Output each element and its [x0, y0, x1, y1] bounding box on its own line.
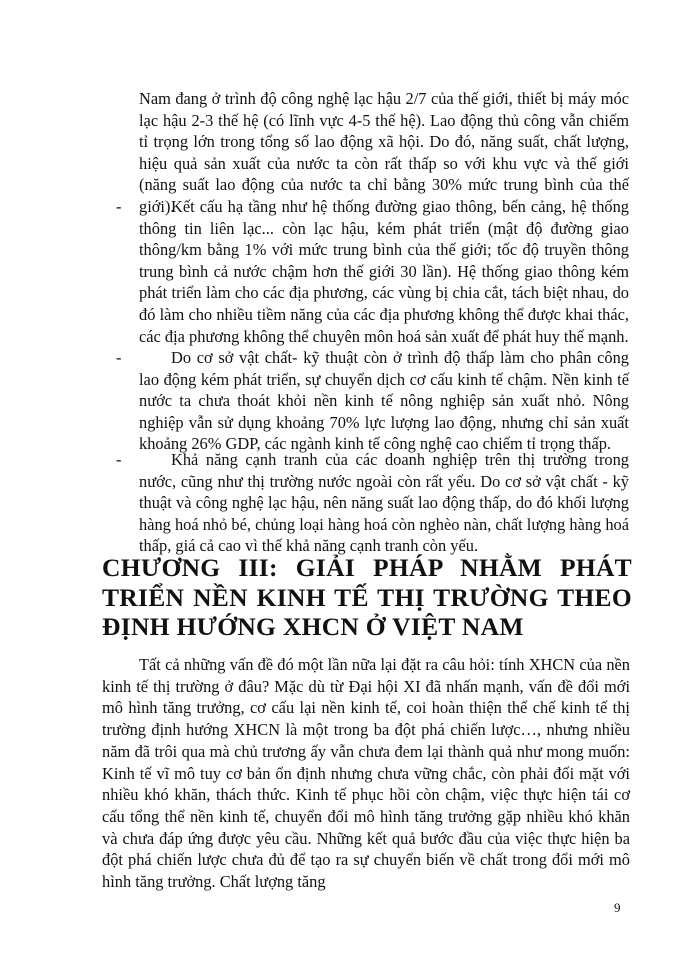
- bullet-item-infrastructure: [116, 196, 629, 347]
- bullet-text: Do cơ sở vật chất- kỹ thuật còn ở trình độ thấp làm cho phân công lao động kém phát triển, sự chuyển dịch cơ cấu kinh tế chậm. Nền kinh tế nước ta chưa thoát khỏi nền kinh tế nông nghiệp sản xuất nhỏ. Nông nghiệp vẫn sử dụng khoảng 70% lực lượng lao động, nhưng chỉ sản xuất khoảng 26% GDP, các ngành kinh tế công nghệ cao chiếm tỉ trọng thấp.: [139, 348, 629, 454]
- bullet-dash-icon: -: [116, 197, 122, 216]
- intro-paragraph: Nam đang ở trình độ công nghệ lạc hậu 2/7 của thế giới, thiết bị máy móc lạc hậu 2-3 thế hệ (có lĩnh vực 4-5 thế hệ). Lao động thủ công vẫn chiếm tỉ trọng lớn trong tổng số lao động xã hội. Do đó, năng suất, chất lượng, hiệu quả sản xuất của nước ta còn rất thấp so với khu vực và thế giới (năng suất lao động của nước ta chỉ bằng 30% mức trung bình của thế giới).: [139, 89, 629, 216]
- bullet-item-labor-division: [116, 347, 629, 455]
- chapter-paragraph: Tất cả những vấn đề đó một lần nữa lại đặt ra câu hỏi: tính XHCN của nền kinh tế thị trường ở đâu? Mặc dù từ Đại hội XI đã nhấn mạnh, vấn đề đổi mới mô hình tăng trưởng, cơ cấu lại nền kinh tế, coi hoàn thiện thể chế kinh tế thị trường định hướng XHCN là một trong ba đột phá chiến lược…, nhưng nhiều năm đã trôi qua mà chủ trương ấy vẫn chưa đem lại thành quả như mong muốn: Kinh tế vĩ mô tuy cơ bản ổn định nhưng chưa vững chắc, còn phải đối mặt với nhiều khó khăn, thách thức. Kinh tế phục hồi còn chậm, việc thực hiện tái cơ cấu tổng thể nền kinh tế, chuyển đổi mô hình tăng trưởng gặp nhiều khó khăn và chưa đáp ứng được yêu cầu. Những kết quả bước đầu của việc thực hiện ba đột phá chiến lược chưa đủ để tạo ra sự chuyển biến về chất trong đổi mới mô hình tăng trưởng. Chất lượng tăng: [102, 655, 630, 892]
- page-number: 9: [614, 900, 621, 915]
- bullet-text: Kết cấu hạ tầng như hệ thống đường giao thông, bến cảng, hệ thống thông tin liên lạc... còn lạc hậu, kém phát triển (mật độ đường giao thông/km bằng 1% với mức trung bình của thế giới; tốc độ truyền thông trung bình cả nước chậm hơn thế giới 30 lần). Hệ thống giao thông kém phát triển làm cho các địa phương, các vùng bị chia cắt, tách biệt nhau, do đó làm cho nhiều tiềm năng của các địa phương không thể được khai thác, các địa phương không thể chuyên môn hoá sản xuất để phát huy thế mạnh.: [139, 197, 629, 346]
- chapter-heading: CHƯƠNG III: GIẢI PHÁP NHẰM PHÁT TRIỂN NỀN KINH TẾ THỊ TRƯỜNG THEO ĐỊNH HƯỚNG XHCN Ở VIỆT NAM: [102, 553, 632, 641]
- bullet-item-competitiveness: [116, 449, 629, 557]
- bullet-dash-icon: -: [116, 450, 122, 469]
- bullet-dash-icon: -: [116, 348, 122, 367]
- bullet-text: Khả năng cạnh tranh của các doanh nghiệp trên thị trường trong nước, cũng như thị trường nước ngoài còn rất yếu. Do cơ sở vật chất - kỹ thuật và công nghệ lạc hậu, nên năng suất lao động thấp, do đó khối lượng hàng hoá nhỏ bé, chủng loại hàng hoá còn nghèo nàn, chất lượng hàng hoá thấp, giá cả cao vì thế khả năng cạnh tranh còn yếu.: [139, 450, 630, 556]
